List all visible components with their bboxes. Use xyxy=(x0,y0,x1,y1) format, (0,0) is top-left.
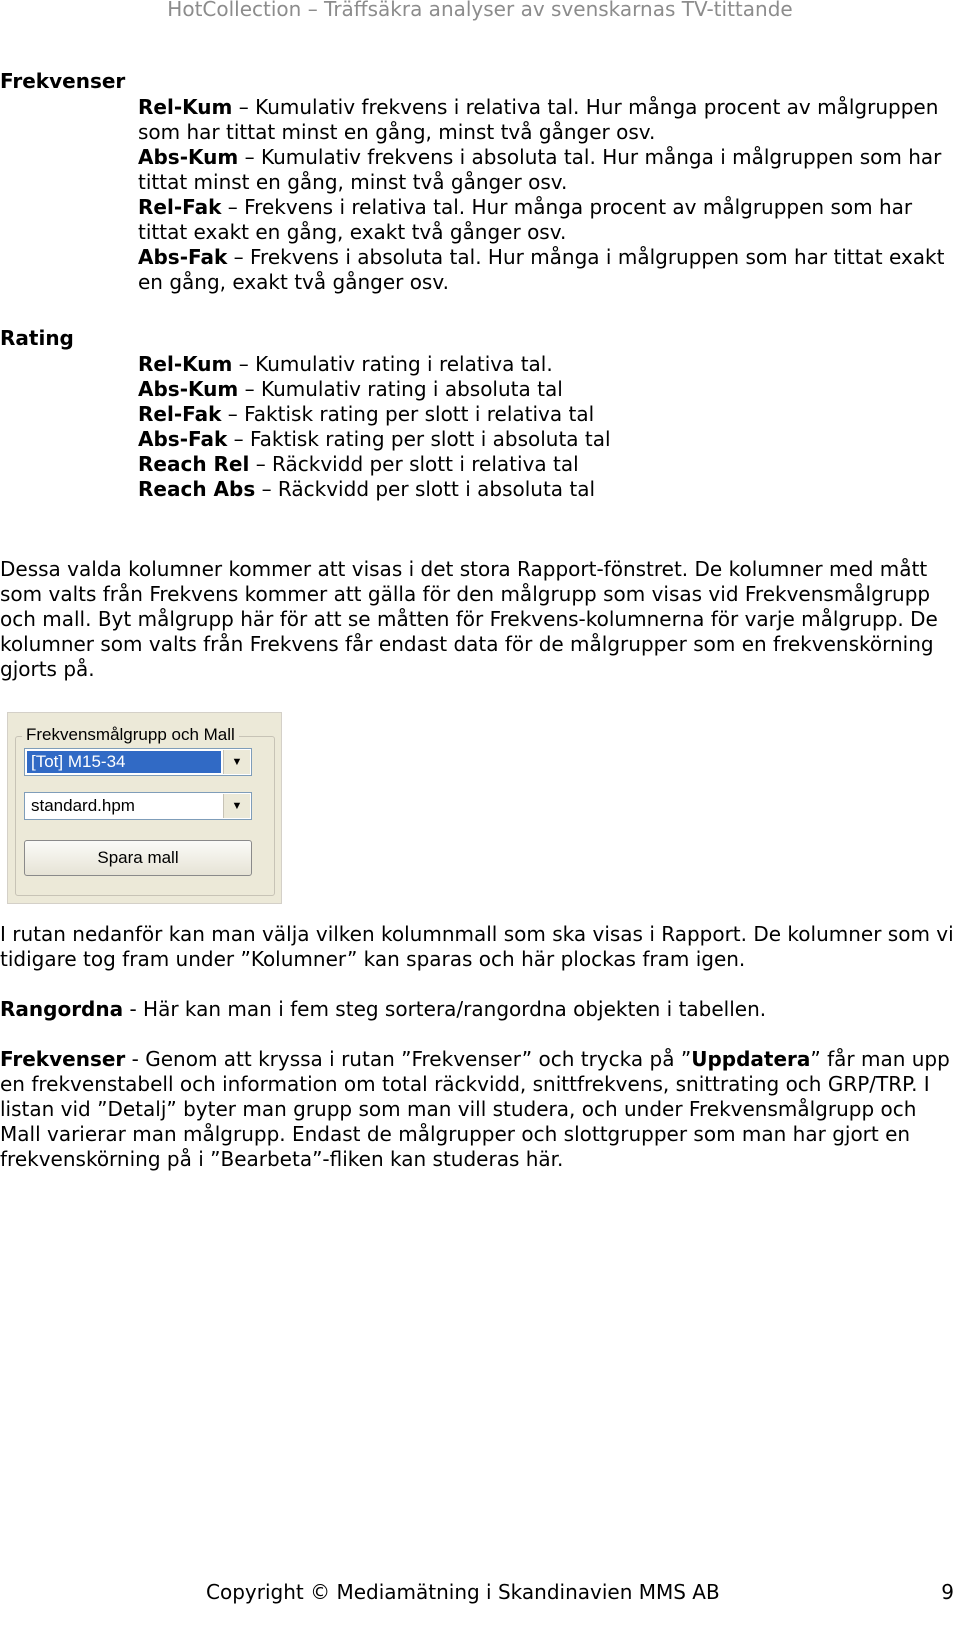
paragraph-report-columns: Dessa valda kolumner kommer att visas i det stora Rapport-fönstret. De kolumner med mått som valts från Frekvens kommer att gälla för den målgrupp som visas vid Frekvensmålgrupp och mall. Byt målgrupp här för att se måtten för Frekvens-kolumnerna för varje målgrupp. De kolumner som valts från Frekvens får endast data för de målgrupper som en frekvenskörning gjorts på. xyxy=(0,557,938,681)
definition-item xyxy=(138,452,958,477)
paragraph-text: - Genom att kryssa i rutan ”Frekvenser” och trycka på ” xyxy=(125,1047,692,1071)
definition-text: – Räckvidd per slott i relativa tal xyxy=(249,452,579,476)
paragraph-term: Frekvenser xyxy=(0,1047,126,1071)
save-template-button[interactable]: Spara mall xyxy=(24,840,252,876)
section-label-frekvenser: Frekvenser xyxy=(0,69,126,93)
definition-item xyxy=(138,377,958,402)
definition-text: – Kumulativ rating i absoluta tal xyxy=(238,377,563,401)
paragraph-term: Rangordna xyxy=(0,997,124,1021)
definition-item xyxy=(138,195,958,245)
section-label-rating: Rating xyxy=(0,326,74,350)
definition-item xyxy=(138,245,958,295)
frequency-target-panel xyxy=(7,712,282,904)
page-header: HotCollection – Träffsäkra analyser av svenskarnas TV-tittande xyxy=(167,0,793,21)
chevron-down-icon[interactable]: ▼ xyxy=(223,794,250,818)
target-group-dropdown[interactable] xyxy=(24,748,252,776)
copyright-text: Copyright © Mediamätning i Skandinavien MMS AB xyxy=(206,1580,720,1604)
definition-term: Rel-Fak xyxy=(138,402,222,426)
definition-term: Abs-Kum xyxy=(138,377,239,401)
template-dropdown[interactable] xyxy=(24,792,252,820)
definition-term: Abs-Fak xyxy=(138,245,228,269)
rating-definitions xyxy=(138,352,958,502)
paragraph-text: - Här kan man i fem steg sortera/rangordna objekten i tabellen. xyxy=(123,997,767,1021)
paragraph-column-template: I rutan nedanför kan man välja vilken kolumnmall som ska visas i Rapport. De kolumner som vi tidigare tog fram under ”Kolumner” kan sparas och här plockas fram igen. xyxy=(0,922,954,971)
definition-text: – Kumulativ frekvens i relativa tal. Hur många procent av målgruppen som har tittat minst en gång, minst två gånger osv. xyxy=(138,95,939,144)
definition-term: Abs-Fak xyxy=(138,427,228,451)
definition-term: Abs-Kum xyxy=(138,145,239,169)
definition-term: Rel-Kum xyxy=(138,352,233,376)
definition-item xyxy=(138,477,958,502)
frekvenser-definitions xyxy=(138,95,958,295)
definition-text: – Frekvens i relativa tal. Hur många procent av målgruppen som har tittat exakt en gång, exakt två gånger osv. xyxy=(138,195,913,244)
template-value: standard.hpm xyxy=(31,796,135,815)
definition-item xyxy=(138,95,958,145)
definition-text: – Räckvidd per slott i absoluta tal xyxy=(255,477,596,501)
paragraph-frekvenser xyxy=(0,1047,960,1172)
definition-item xyxy=(138,427,958,452)
paragraph-text: ” får man upp en frekvenstabell och information om total räckvidd, snittfrekvens, snittrating och GRP/TRP. I listan vid ”Detalj” byter man grupp som man vill studera, och under Frekvensmålgrupp och Mall varierar man målgrupp. Endast de målgrupper och slottgrupper som man har gjort en frekvenskörning på i ”Bearbeta”-fliken kan studeras här. xyxy=(0,1047,950,1171)
definition-item xyxy=(138,352,958,377)
definition-text: – Kumulativ frekvens i absoluta tal. Hur många i målgruppen som har tittat minst en gång, minst två gånger osv. xyxy=(138,145,942,194)
page-number: 9 xyxy=(941,1580,954,1604)
paragraph-rangordna xyxy=(0,997,960,1022)
definition-text: – Faktisk rating per slott i relativa tal xyxy=(221,402,595,426)
definition-item xyxy=(138,402,958,427)
chevron-down-icon[interactable]: ▼ xyxy=(223,750,250,774)
definition-item xyxy=(138,145,958,195)
paragraph-term-uppdatera: Uppdatera xyxy=(691,1047,811,1071)
definition-term: Reach Abs xyxy=(138,477,256,501)
target-group-value: [Tot] M15-34 xyxy=(27,751,221,773)
definition-text: – Kumulativ rating i relativa tal. xyxy=(232,352,553,376)
definition-term: Reach Rel xyxy=(138,452,250,476)
definition-term: Rel-Kum xyxy=(138,95,233,119)
definition-term: Rel-Fak xyxy=(138,195,222,219)
definition-text: – Frekvens i absoluta tal. Hur många i målgruppen som har tittat exakt en gång, exakt två gånger osv. xyxy=(138,245,945,294)
groupbox-title: Frekvensmålgrupp och Mall xyxy=(22,725,239,745)
definition-text: – Faktisk rating per slott i absoluta tal xyxy=(227,427,611,451)
